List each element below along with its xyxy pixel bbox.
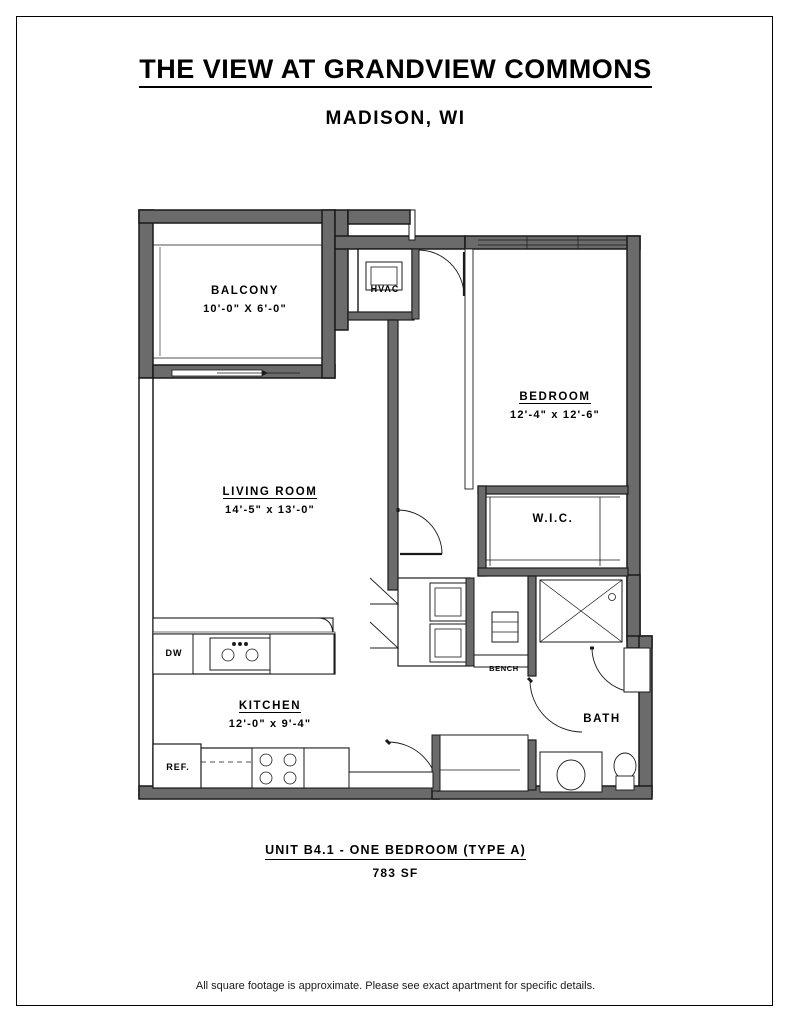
room-label-hvac — [340, 283, 430, 297]
room-name-living-room: LIVING ROOM — [222, 486, 318, 498]
room-name-balcony: BALCONY — [210, 285, 280, 297]
room-name-bath: BATH — [583, 713, 621, 725]
room-label-balcony — [152, 283, 338, 318]
room-name-kitchen: KITCHEN — [238, 700, 302, 712]
room-label-bench — [474, 663, 534, 675]
room-name-wic: W.I.C. — [532, 513, 574, 525]
room-name-bedroom: BEDROOM — [519, 391, 591, 403]
page-title-text: THE VIEW AT GRANDVIEW COMMONS — [139, 54, 651, 88]
room-label-bath — [552, 711, 652, 729]
room-dim-living-room: 14'-5" x 13'-0" — [225, 503, 315, 516]
appliance-label-dishwasher — [155, 647, 193, 661]
room-dim-kitchen: 12'-0" x 9'-4" — [228, 717, 312, 730]
room-dim-balcony: 10'-0" X 6'-0" — [203, 302, 287, 315]
page-subtitle: MADISON, WI — [325, 108, 466, 129]
appliance-name-dw: DW — [165, 648, 183, 658]
disclaimer-text: All square footage is approximate. Please see exact apartment for specific details. — [195, 980, 596, 992]
room-label-kitchen — [160, 698, 380, 733]
room-label-bedroom — [430, 389, 680, 424]
room-dim-bedroom: 12'-4" x 12'-6" — [510, 408, 600, 421]
unit-caption-text: UNIT B4.1 - ONE BEDROOM (TYPE A) — [265, 843, 526, 860]
unit-area: 783 SF — [372, 866, 419, 880]
unit-caption — [0, 843, 791, 857]
room-label-wic — [490, 511, 616, 529]
room-label-living-room — [150, 484, 390, 519]
room-name-hvac: HVAC — [370, 284, 400, 294]
room-name-bench: BENCH — [489, 664, 519, 673]
appliance-name-ref: REF. — [166, 762, 190, 772]
appliance-label-refrigerator — [155, 761, 201, 775]
